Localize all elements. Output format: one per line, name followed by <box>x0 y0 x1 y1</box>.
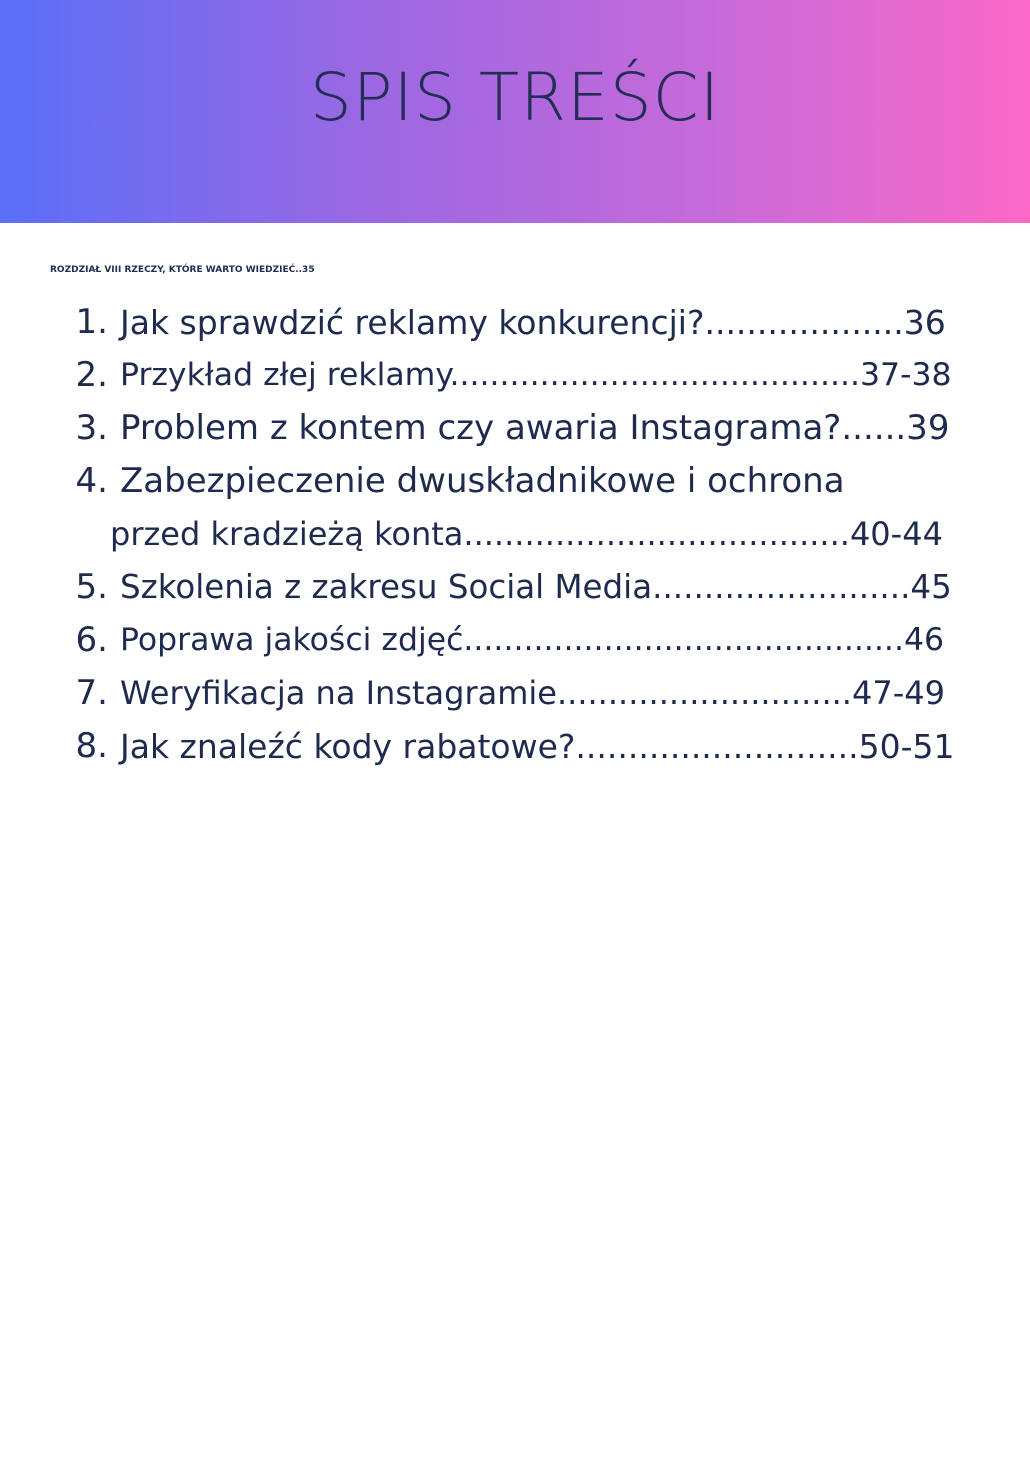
toc-entry[interactable] <box>0 720 1030 773</box>
toc-entry[interactable] <box>0 402 1030 455</box>
entry-number: 5. <box>75 567 108 607</box>
entry-number: 2. <box>75 355 108 395</box>
toc-list <box>0 296 1030 773</box>
entry-number: 8. <box>75 726 108 766</box>
entry-number: 1. <box>75 302 108 342</box>
toc-entry[interactable] <box>0 349 1030 402</box>
entry-text: Jak sprawdzić reklamy konkurencji?...................36 <box>120 303 946 342</box>
entry-text-continued: przed kradzieżą konta......................................40-44 <box>110 515 943 553</box>
entry-number: 4. <box>75 461 108 501</box>
toc-entry[interactable] <box>0 296 1030 349</box>
entry-text: Zabezpieczenie dwuskładnikowe i ochrona <box>120 461 845 501</box>
entry-number: 3. <box>75 408 108 448</box>
entry-text: Weryfikacja na Instagramie.............................47-49 <box>120 674 945 712</box>
entry-text: Jak znaleźć kody rabatowe?...........................50-51 <box>120 727 955 766</box>
entry-number: 6. <box>75 620 108 660</box>
chapter-heading: ROZDZIAŁ VIII RZECZY, KTÓRE WARTO WIEDZIEĆ..35 <box>50 265 315 275</box>
entry-text: Problem z kontem czy awaria Instagrama?......39 <box>120 408 950 448</box>
toc-entry[interactable] <box>0 561 1030 614</box>
entry-text: Przykład złej reklamy.........................................37-38 <box>120 357 952 393</box>
toc-entry[interactable] <box>0 455 1030 561</box>
entry-text: Szkolenia z zakresu Social Media.........................45 <box>120 568 952 606</box>
entry-text: Poprawa jakości zdjęć............................................46 <box>120 622 945 658</box>
toc-entry[interactable] <box>0 614 1030 667</box>
toc-entry[interactable] <box>0 667 1030 720</box>
entry-continuation-line <box>0 508 1030 561</box>
entry-number: 7. <box>75 673 108 713</box>
page-title: SPIS TREŚCI <box>309 59 721 136</box>
